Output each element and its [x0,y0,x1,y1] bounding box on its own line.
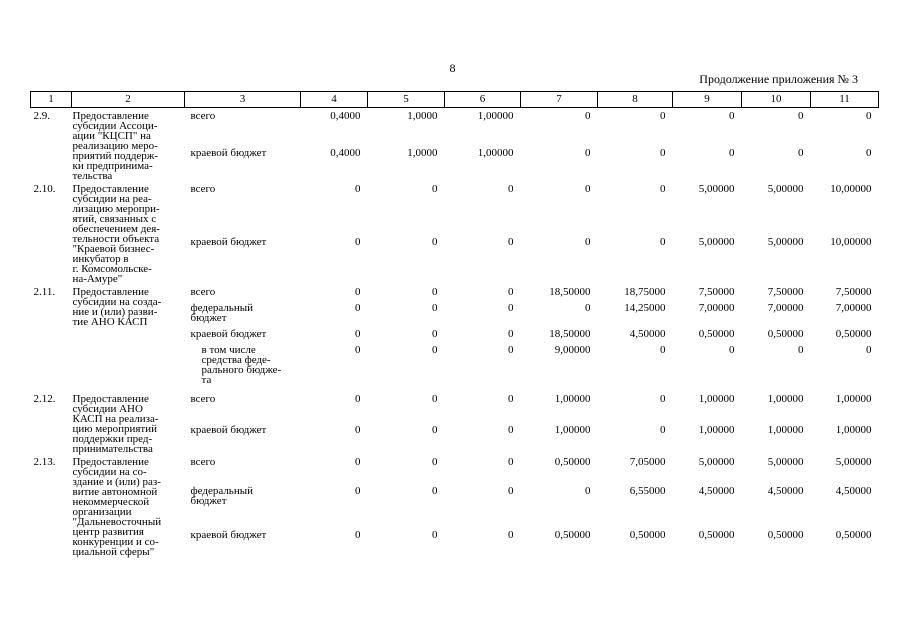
value-cell: 0,50000 [554,456,591,468]
value-cell: 0 [355,528,361,541]
value-cell: 0,4000 [330,110,361,122]
value-cell: 1,00000 [477,110,514,122]
value-cell: 0 [432,424,438,437]
value-cell: 0 [660,183,666,195]
value-cell: 0 [508,344,514,356]
value-cell: 18,50000 [549,286,591,298]
item-name [72,454,185,557]
item-name-line: на-Амуре" [72,273,123,285]
funding-source [185,345,301,391]
value-cell: 0 [660,344,666,356]
item-name-line: Предоставление [72,286,149,298]
funding-source-line: федеральный [190,302,253,314]
value-cell: 0 [798,110,804,122]
funding-source-line: всего [190,393,216,405]
table-header-row [31,92,879,108]
value-cell: 1,0000 [407,110,438,122]
value-cell: 0 [432,183,438,195]
continuation-caption: Продолжение приложения № 3 [699,72,858,86]
table-row [31,284,879,303]
value-cell: 0 [355,328,361,340]
funding-source-line: средства феде- [201,354,271,366]
funding-source-line: бюджет [190,495,227,508]
item-name-line: реализацию меро- [72,140,158,152]
funding-source-line: бюджет [190,312,227,324]
value-cell: 0 [508,456,514,468]
value-cell: 18,75000 [624,286,666,298]
item-name-line: инкубатор в [72,253,129,265]
value-cell: 5,00000 [767,183,804,195]
funding-source-line: всего [190,183,216,195]
value-cell: 4,50000 [629,328,666,340]
funding-source-line: всего [190,110,216,122]
funding-source [185,148,301,181]
value-cell: 18,50000 [549,328,591,340]
column-header: 10 [742,92,811,108]
item-name-line: ятий, связанных с [72,213,157,225]
funding-source-line: краевой бюджет [190,235,267,248]
value-cell: 0 [432,344,438,356]
value-cell: 0 [355,286,361,298]
value-cell: 0 [432,328,438,340]
value-cell: 0 [585,146,591,159]
column-header: 11 [811,92,879,108]
value-cell: 7,00000 [698,302,735,314]
budget-table [30,91,879,557]
table-row [31,391,879,425]
value-cell: 0 [585,302,591,314]
column-header: 5 [368,92,445,108]
value-cell: 1,00000 [554,393,591,405]
funding-source-line: в том числе [201,344,256,356]
value-cell: 1,00000 [835,393,872,405]
table-row [31,454,879,486]
funding-source [185,530,301,557]
item-name-line: субсидии на реа- [72,193,152,205]
table-row [31,181,879,237]
item-name [72,108,185,182]
value-cell: 0 [508,235,514,248]
funding-source [185,329,301,345]
value-cell: 5,00000 [698,235,735,248]
column-header: 4 [301,92,368,108]
value-cell: 0,50000 [767,528,804,541]
value-cell: 5,00000 [835,456,872,468]
value-cell: 6,55000 [629,485,666,498]
value-cell: 7,00000 [767,302,804,314]
column-header: 9 [673,92,742,108]
value-cell: 0 [432,235,438,248]
value-cell: 0 [585,235,591,248]
value-cell: 0 [585,183,591,195]
value-cell: 0,50000 [698,528,735,541]
item-name-line: субсидии на созда- [72,296,162,308]
value-cell: 0 [432,528,438,541]
value-cell: 1,00000 [767,393,804,405]
item-name-line: Предоставление [72,110,149,122]
value-cell: 4,50000 [767,485,804,498]
value-cell: 0 [866,146,872,159]
value-cell: 4,50000 [835,485,872,498]
item-name-line: Предоставление [72,456,149,468]
value-cell: 0 [798,146,804,159]
value-cell: 1,00000 [767,424,804,437]
value-cell: 7,50000 [698,286,735,298]
value-cell: 0,50000 [629,528,666,541]
value-cell: 0 [432,302,438,314]
value-cell: 0 [866,344,872,356]
column-header: 7 [521,92,598,108]
item-name-line: ки предпринима- [72,160,153,172]
value-cell: 0 [508,328,514,340]
value-cell: 0 [660,146,666,159]
value-cell: 0 [798,344,804,356]
value-cell: 0 [585,485,591,498]
funding-source-line: рального бюдже- [201,364,282,376]
value-cell: 0,50000 [698,328,735,340]
value-cell: 0 [729,146,735,159]
value-cell: 0,50000 [554,528,591,541]
value-cell: 0 [432,393,438,405]
column-header: 8 [598,92,673,108]
funding-source-line: краевой бюджет [190,528,267,541]
value-cell: 10,00000 [830,183,872,195]
value-cell: 7,00000 [835,302,872,314]
item-name-line: лизацию меропри- [72,203,160,215]
value-cell: 7,50000 [835,286,872,298]
value-cell: 0 [508,528,514,541]
value-cell: 0 [585,110,591,122]
value-cell: 5,00000 [767,456,804,468]
value-cell: 0 [660,424,666,437]
funding-source [185,237,301,284]
column-header: 3 [185,92,301,108]
value-cell: 0,4000 [330,146,361,159]
value-cell: 1,00000 [835,424,872,437]
value-cell: 0 [355,344,361,356]
funding-source [185,284,301,303]
item-name-line: ние и (или) разви- [72,306,158,318]
item-name [72,391,185,454]
value-cell: 9,00000 [554,344,591,356]
item-name-line: КАСП на реализа- [72,413,159,425]
value-cell: 0,50000 [767,328,804,340]
column-header: 1 [31,92,72,108]
funding-source [185,303,301,329]
value-cell: 0 [355,456,361,468]
value-cell: 0 [432,456,438,468]
column-header: 6 [445,92,521,108]
value-cell: 0 [729,110,735,122]
item-name-line: принимательства [72,443,153,455]
item-name-line: "Дальневосточный [72,516,162,528]
item-name-line: поддержки пред- [72,433,153,445]
value-cell: 1,0000 [407,146,438,159]
item-name-line: Предоставление [72,393,149,405]
item-code: 2.11. [33,286,56,298]
item-name-line: здание и (или) раз- [72,476,161,488]
value-cell: 0 [660,393,666,405]
value-cell: 1,00000 [698,393,735,405]
value-cell: 1,00000 [554,424,591,437]
item-name-line: субсидии АНО [72,403,143,415]
value-cell: 0 [355,424,361,437]
item-name-line: витие автономной [72,486,158,498]
value-cell: 0 [355,183,361,195]
item-code: 2.10. [33,183,56,195]
value-cell: 0 [660,235,666,248]
funding-source-line: всего [190,456,216,468]
funding-source-line: краевой бюджет [190,328,267,340]
table-row [31,108,879,148]
funding-source [185,108,301,148]
item-name-line: конкуренции и со- [72,536,159,548]
value-cell: 0 [355,393,361,405]
value-cell: 0 [866,110,872,122]
funding-source-line: та [201,374,212,386]
item-name-line: организации [72,506,132,518]
funding-source [185,181,301,237]
funding-source-line: федеральный [190,485,253,498]
value-cell: 0 [508,286,514,298]
value-cell: 4,50000 [698,485,735,498]
value-cell: 0 [432,286,438,298]
value-cell: 10,00000 [830,235,872,248]
item-name-line: приятий поддерж- [72,150,159,162]
item-name [72,284,185,391]
funding-source [185,425,301,454]
item-code: 2.9. [33,110,50,122]
funding-source [185,454,301,486]
value-cell: 1,00000 [698,424,735,437]
value-cell: 0 [660,110,666,122]
value-cell: 5,00000 [698,456,735,468]
value-cell: 0 [355,235,361,248]
item-name-line: обеспечением дея- [72,223,160,235]
value-cell: 0 [508,393,514,405]
funding-source [185,391,301,425]
item-code: 2.12. [33,393,56,405]
value-cell: 0 [508,424,514,437]
item-name [72,181,185,284]
item-name-line: ации "КЦСП" на [72,130,151,142]
item-name-line: г. Комсомольске- [72,263,152,275]
value-cell: 0 [432,485,438,498]
value-cell: 5,00000 [698,183,735,195]
column-header: 2 [72,92,185,108]
item-name-line: тельности объекта [72,233,160,245]
funding-source-line: краевой бюджет [190,424,267,437]
value-cell: 0 [355,485,361,498]
item-name-line: центр развития [72,526,144,538]
item-name-line: тие АНО КАСП [72,316,148,328]
value-cell: 0 [508,302,514,314]
item-name-line: цию мероприятий [72,423,157,435]
value-cell: 0,50000 [835,328,872,340]
value-cell: 0 [729,344,735,356]
item-name-line: субсидии на со- [72,466,147,478]
value-cell: 7,05000 [629,456,666,468]
value-cell: 7,50000 [767,286,804,298]
item-code: 2.13. [33,456,56,468]
funding-source-line: всего [190,286,216,298]
funding-source [185,486,301,530]
item-name-line: "Краевой бизнес- [72,243,155,255]
value-cell: 0 [508,485,514,498]
item-name-line: Предоставление [72,183,149,195]
value-cell: 1,00000 [477,146,514,159]
item-name-line: субсидии Ассоци- [72,120,158,132]
item-name-line: циальной сферы" [72,546,155,558]
item-name-line: некоммерческой [72,496,150,508]
value-cell: 0 [355,302,361,314]
funding-source-line: краевой бюджет [190,146,267,159]
item-name-line: тельства [72,170,113,182]
value-cell: 0,50000 [835,528,872,541]
value-cell: 5,00000 [767,235,804,248]
value-cell: 14,25000 [624,302,666,314]
value-cell: 0 [508,183,514,195]
page-number: 8 [449,61,456,75]
